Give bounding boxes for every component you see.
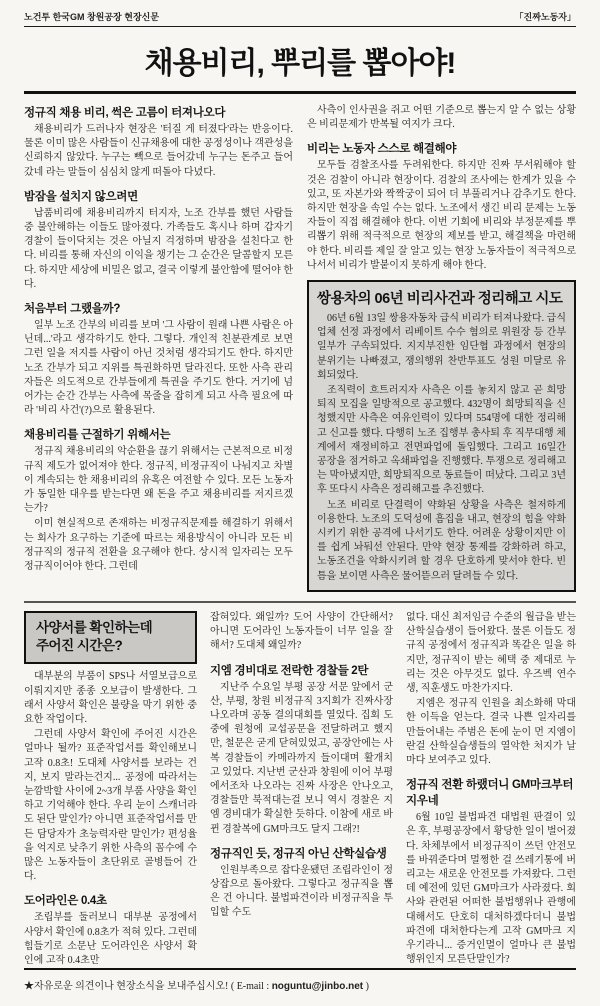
section-heading: 도어라인은 0.4초 bbox=[24, 895, 107, 908]
article-paragraph: 정규직 채용비리의 악순환을 끊기 위해서는 근본적으로 비정규직 제도가 없어져야 한다. 정규직, 비정규직이 나눠지고 차별이 계속되는 한 채용비리의 유혹은 여전할 수 있다. 모든 노동자가 동일한 대우를 받는다면 왜 돈을 주고 채용비리를 저지르겠는가? bbox=[24, 446, 293, 515]
footer-notice bbox=[24, 970, 576, 1006]
section-heading: 비리는 노동자 스스로 해결해야 bbox=[307, 143, 457, 156]
section-heading: 지엠 경비대로 전락한 경찰들 2탄 bbox=[210, 664, 369, 677]
article-paragraph: 6월 10일 불법파견 대법원 판결이 있은 후, 부평공장에서 황당한 일이 벌어졌다. 차체부에서 비정규직이 쓰던 안전모를 바꿔준다며 멀쩡한 걸 쓰레기통에 버리고는 새로운 안전모를 가져왔다. 그런데 예전에 있던 GM마크가 사라졌다. 회사와 관련된 어떠한 불법행위나 관행에 대해서도 단호히 대처하겠다더니 불법파견에 대처한다는게 고작 GM마크 지우기라니... 증거인멸이 얼마나 큰 불법행위인지 모른단말인가? bbox=[406, 812, 576, 966]
box-title-line: 사양서를 확인하는데 bbox=[36, 619, 153, 635]
article-paragraph: 지난주 수요일 부평 공장 서문 앞에서 군산, 부평, 창원 비정규직 3지회가 진짜사장 나오라며 공동 결의대회를 열었다. 집회 도중에 원청에 교섭공문을 전달하려고 했지만, 철문은 굳게 닫혀있었고, 공장안에는 사복 경찰들이 카메라까지 들이대며 활개치고 있었다. 지난번 군산과 창원에 이어 부평에서조차 나오라는 진짜 사장은 안나오고, 경찰들만 북적대는걸 보니 역시 경찰은 지엠 경비대가 확실한 듯하다. 이참에 새로 바뀐 경찰복에 GM마크도 달지 그래?! bbox=[210, 681, 393, 835]
footer-text: ) bbox=[363, 981, 369, 993]
masthead-left-title: 노건투 한국GM 창원공장 현장신문 bbox=[24, 12, 160, 22]
section-heading: 정규직인 듯, 정규직 아닌 산학실습생 bbox=[210, 847, 387, 860]
top-right-column bbox=[307, 98, 576, 592]
bottom-column-3 bbox=[406, 611, 576, 968]
article-paragraph: 대부분의 부품이 SPS나 서열보급으로 이뤄지지만 종종 오보급이 발생한다. 그래서 사양서 확인은 불량을 막기 위한 중요한 작업이다. bbox=[24, 671, 197, 725]
article-paragraph: 그런데 사양서 확인에 주어진 시간은 얼마나 될까? 표준작업서를 확인해보니 고작 0.8초! 도대체 사양서를 보라는 건지, 보지 말라는건지... 공정에 따라서는 눈깜박할 사이에 2~3개 부품 사양을 확인하고 기억해야 한다. 우리 눈이 스캐너라도 된단 말인가? 아니면 표준작업서를 만든 담당자가 초능력자란 말인가? 편성율을 억지로 낮추기 위한 사측의 꼼수에 수많은 노동자들이 초단위로 골병들어 간다. bbox=[24, 729, 197, 883]
article-paragraph: 지엠은 정규직 인원을 최소화해 막대한 이득을 얻는다. 결국 나쁜 일자리를 만들어내는 주범은 돈에 눈이 먼 지엠이란걸 산학실습생들의 열악한 처지가 날마다 보여주고 있다. bbox=[406, 698, 576, 766]
article-paragraph: 노조 비리로 단결력이 약화된 상황을 사측은 철저하게 이용한다. 노조의 도덕성에 흠집을 내고, 현장의 힘을 약화시키기 위한 공격에 나서기도 한다. 어려운 상황이지만 이를 쉽게 놔둬선 안된다. 만약 현장 통제를 강화하려 하고, 노동조건을 악화시키려 할 경우 단호하게 맞서야 한다. 빈틈을 보이면 사측은 물어뜯으러 달려들 수 있다. bbox=[317, 499, 566, 582]
article-paragraph: 사측이 인사권을 쥐고 어떤 기준으로 뽑는지 알 수 없는 상황은 비리문제가 반복될 여지가 크다. bbox=[307, 105, 576, 131]
section-divider bbox=[24, 601, 576, 603]
article-paragraph: 납품비리에 채용비리까지 터지자, 노조 간부를 했던 사람들 중 불안해하는 이들도 많아졌다. 가족들도 혹시나 하며 갑자기 경찰이 들이닥치는 것은 아닐지 걱정하며 밤잠을 설친다고 한다. 비리를 통해 자신의 이익을 챙기는 그 순간은 달콤할지 모른다. 하지만 세상에 비밀은 없고, 결국 이렇게 불안함에 떨어야 한다. bbox=[24, 207, 293, 290]
masthead-right-title: 「진짜노동자」 bbox=[514, 12, 576, 22]
top-section bbox=[24, 98, 576, 592]
article-paragraph: 채용비리가 드러나자 현장은 '터질 게 터졌다'라는 반응이다. 물론 이미 많은 사람들이 신규채용에 대한 공정성이나 객관성을 신뢰하지 않았다. 누구는 빽으로 들어갔네 누구는 돈주고 들어갔네 라는 말들이 심심치 않게 떠돌아 다녔다. bbox=[24, 124, 293, 178]
article-paragraph: 일부 노조 간부의 비리를 보며 '그 사람이 원래 나쁜 사람은 아닌데...'라고 생각하기도 한다. 그렇다. 개인적 친분관계로 보면 그런 일을 저지를 사람이 아닌 것처럼 생각되기도 한다. 하지만 노조 간부가 되고 지위를 특권화하면 달라진다. 또한 사측 관리자들은 의도적으로 간부들에게 특권을 주기도 한다. 거기에 넘어가는 순간 간부는 사측에 목줄을 잡히게 되고 사측 필요에 따라 '비리 사건'(?)으로 활용된다. bbox=[24, 320, 293, 417]
top-left-column bbox=[24, 98, 293, 592]
sidebar-box-heading: 쌍용차의 06년 비리사건과 정리해고 시도 bbox=[317, 291, 563, 308]
section-heading: 처음부터 그랬을까? bbox=[24, 303, 121, 316]
section-heading: 정규직 채용 비리, 썩은 고름이 터져나오다 bbox=[24, 107, 226, 119]
masthead bbox=[24, 10, 576, 23]
masthead-rule bbox=[24, 26, 576, 27]
article-paragraph: 이미 현실적으로 존재하는 비정규직문제를 해결하기 위해서는 회사가 요구하는 기준에 따르는 채용방식이 아니라 모든 비정규직의 정규직 전환을 요구해야 한다. 상시적 일자리는 모두 정규직이어야 한다. 그런데 bbox=[24, 518, 293, 573]
spec-sheet-title-box bbox=[24, 611, 197, 664]
section-heading: 채용비리를 근절하기 위해서는 bbox=[24, 429, 171, 442]
section-heading: 밤잠을 설치지 않으려면 bbox=[24, 190, 138, 203]
footer-text: ★자유로운 의견이나 현장소식을 보내주십시오! ( E-mail : bbox=[24, 981, 272, 993]
article-paragraph: 조직력이 흐트러지자 사측은 이를 놓치지 않고 곧 희망퇴직 모집을 일방적으로 공고했다. 432명이 희망퇴직을 신청했지만 사측은 여유인력이 있다며 554명에 대한 정리해고 신고를 했다. 다행히 노조 집행부 총사퇴 후 직무대행 체계에서 재정비하고 전면파업에 돌입했다. 그리고 16일간 공장을 점거하고 옥쇄파업을 진행했다. 투쟁으로 정리해고는 막아냈지만, 희망퇴직으로 동료들이 떠났다. 그리고 3년 후 또다시 사측은 정리해고를 추진했다. bbox=[317, 385, 566, 496]
article-paragraph: 06년 6월 13일 쌍용자동차 급식 비리가 터져나왔다. 급식업체 선정 과정에서 리베이트 수수 혐의로 위원장 등 간부 일부가 구속되었다. 지지부진한 임단협 과정에서 현장의 분위기는 나빠졌고, 쟁의행위 찬반투표도 성원 미달로 유회되었다. bbox=[317, 313, 566, 381]
footer-area bbox=[24, 968, 576, 1006]
article-paragraph: 모두들 검찰조사를 두려워한다. 하지만 진짜 무서워해야 할 것은 검찰이 아니라 현장이다. 검찰의 조사에는 한계가 있을 수 있고, 또 자본가와 짝짝궁이 되어 더 부풀리거나 감추기도 한다. 하지만 현장을 속일 수는 없다. 노조에서 생긴 비리 문제는 노동자들이 직접 해결해야 한다. 이번 기회에 비리와 부정문제를 뿌리뽑기 위해 적극적으로 현장의 제보를 받고, 해결책을 마련해야 한다. 비리를 제일 잘 알고 있는 현장 노동자들이 적극적으로 나서서 비리가 발붙이지 못하게 해야 한다. bbox=[307, 160, 576, 271]
ssangyong-sidebar-box bbox=[307, 280, 576, 592]
bottom-section bbox=[24, 611, 576, 968]
headline-rule bbox=[24, 91, 576, 94]
page-headline: 채용비리, 뿌리를 뽑아야! bbox=[144, 47, 456, 80]
article-paragraph: 잡혀있다. 왜일까? 도어 사양이 간단해서? 아니면 도어라인 노동자들이 너무 일을 잘해서? 도대체 왜일까? bbox=[210, 611, 393, 652]
contact-email: noguntu@jinbo.net bbox=[271, 981, 364, 993]
article-paragraph: 인원부족으로 잡다운됐던 조립라인이 정상잡으로 돌아왔다. 그렇다고 정규직을 뽑은 건 아니다. 불법파견이라 비정규직을 투입할 수도 bbox=[210, 864, 393, 919]
bottom-column-2 bbox=[210, 611, 393, 968]
article-paragraph: 없다. 대신 최저임금 수준의 월급을 받는 산학실습생이 들어왔다. 물론 이들도 정규직 공정에서 정규직과 똑같은 일을 하지만, 정규직이 받는 혜택 중 제대로 누리는 것은 아무것도 없다. 우즈벡 연수생, 직훈생도 마찬가지다. bbox=[406, 611, 576, 694]
box-title-line: 주어진 시간은? bbox=[36, 638, 123, 654]
bottom-column-1 bbox=[24, 611, 197, 968]
article-paragraph: 조립부를 둘러보니 대부분 공정에서 사양서 확인에 0.8초가 적혀 있다. 그런데 힘들기로 소문난 도어라인은 사양서 확인에 고작 0.4초만 bbox=[24, 912, 197, 966]
section-heading: 정규직 전환 하랬더니 GM마크부터 지우네 bbox=[406, 779, 574, 808]
